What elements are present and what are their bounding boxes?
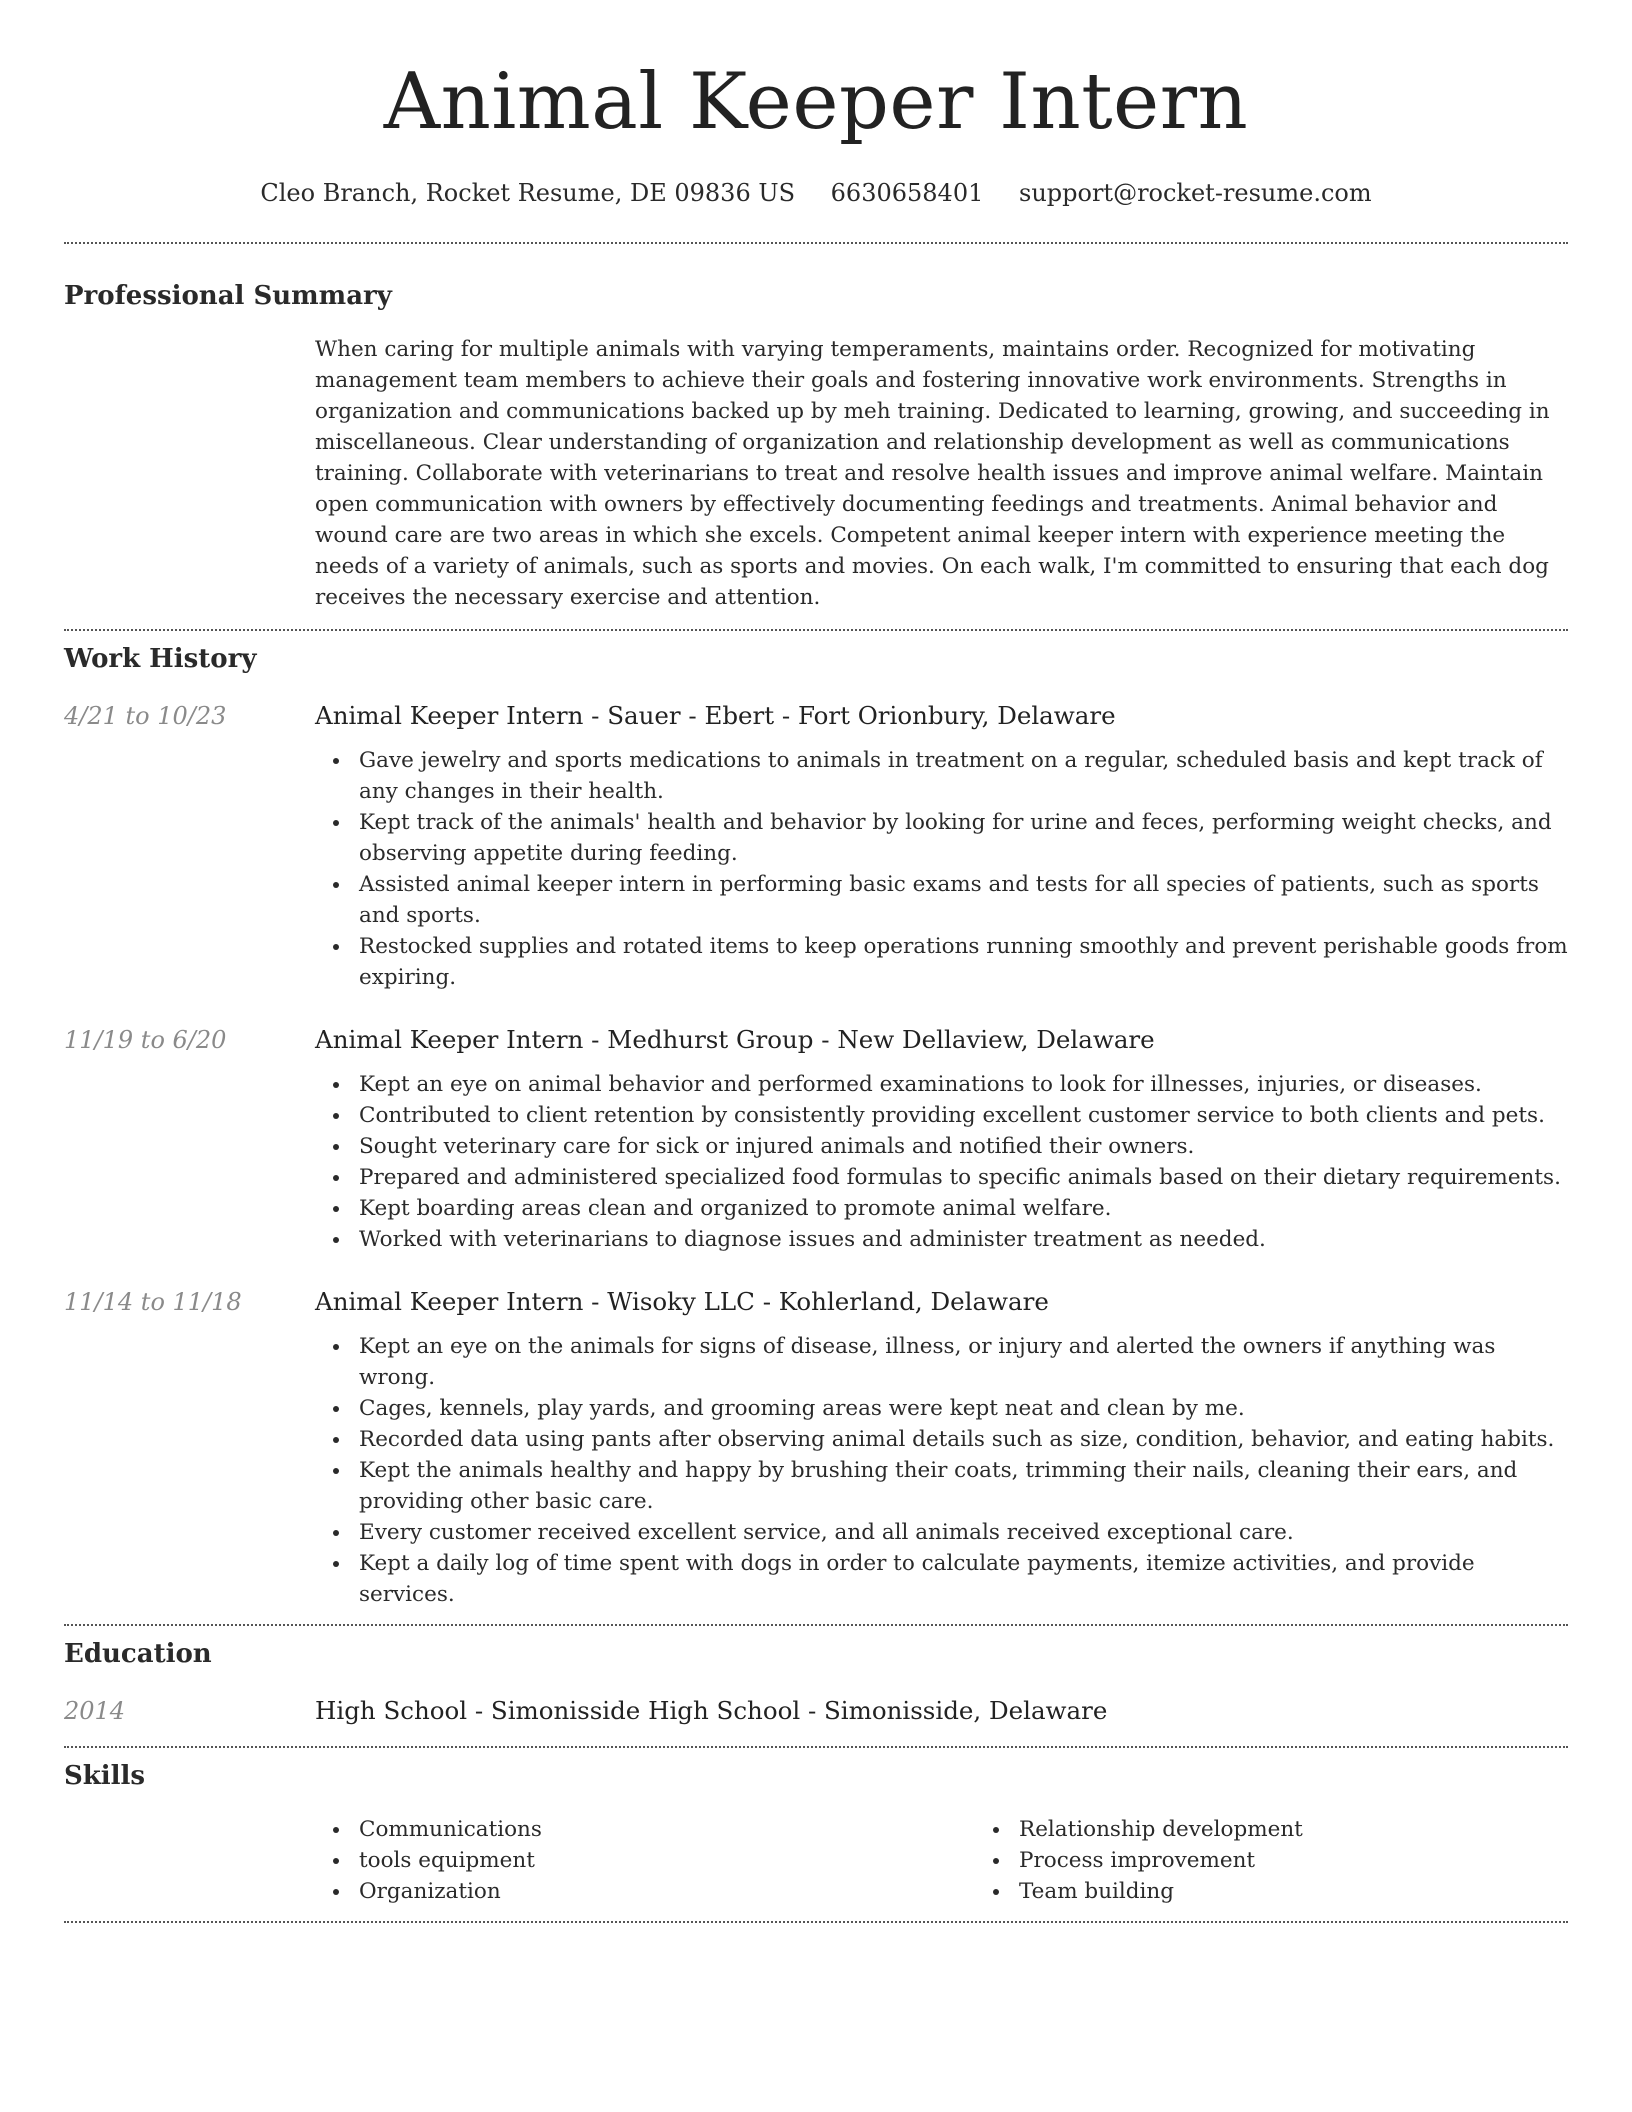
contact-address: Cleo Branch, Rocket Resume, DE 09836 US: [260, 179, 796, 207]
job-entry: [64, 699, 1568, 993]
job-dates: 11/19 to 6/20: [64, 1026, 227, 1054]
contact-email: support@rocket-resume.com: [1019, 179, 1372, 207]
work-history-section: [64, 631, 1568, 1610]
job-dates: 11/14 to 11/18: [64, 1288, 242, 1316]
skill-item: Relationship development: [1019, 1814, 1632, 1845]
summary-section: [64, 244, 1568, 613]
job-bullet: Recorded data using pants after observing animal details such as size, condition, behavior, and eating habits.: [359, 1424, 1568, 1455]
job-bullet: Sought veterinary care for sick or injured animals and notified their owners.: [359, 1131, 1568, 1162]
job-bullet: Worked with veterinarians to diagnose issues and administer treatment as needed.: [359, 1224, 1568, 1255]
job-bullet: Kept a daily log of time spent with dogs in order to calculate payments, itemize activities, and provide services.: [359, 1548, 1568, 1610]
job-title: Animal Keeper Intern - Medhurst Group - New Dellaview, Delaware: [315, 1025, 1155, 1054]
contact-line: [64, 176, 1568, 210]
job-title: Animal Keeper Intern - Sauer - Ebert - Fort Orionbury, Delaware: [315, 701, 1116, 730]
job-bullet: Kept an eye on the animals for signs of disease, illness, or injury and alerted the owners if anything was wrong.: [359, 1331, 1568, 1393]
job-dates: 4/21 to 10/23: [64, 702, 227, 730]
skills-section: [64, 1748, 1568, 1907]
education-section: [64, 1626, 1568, 1728]
job-bullet: Gave jewelry and sports medications to animals in treatment on a regular, scheduled basis and kept track of any changes in their health.: [359, 745, 1568, 807]
skills-heading: Skills: [64, 1761, 146, 1791]
education-title: High School - Simonisside High School - Simonisside, Delaware: [315, 1696, 1108, 1725]
skill-item: Organization: [359, 1876, 975, 1907]
job-title: Animal Keeper Intern - Wisoky LLC - Kohlerland, Delaware: [315, 1287, 1049, 1316]
skill-item: Team building: [1019, 1876, 1632, 1907]
section-divider: [64, 1921, 1568, 1923]
skill-item: tools equipment: [359, 1845, 975, 1876]
job-bullet: Contributed to client retention by consistently providing excellent customer service to both clients and pets.: [359, 1100, 1568, 1131]
education-year: 2014: [64, 1697, 126, 1725]
job-entry: [64, 1285, 1568, 1610]
job-entry: [64, 1023, 1568, 1255]
education-heading: Education: [64, 1639, 212, 1669]
job-bullet: Kept the animals healthy and happy by brushing their coats, trimming their nails, cleaning their ears, and providing other basic care.: [359, 1455, 1568, 1517]
job-bullet: Cages, kennels, play yards, and grooming areas were kept neat and clean by me.: [359, 1393, 1568, 1424]
job-bullet: Assisted animal keeper intern in performing basic exams and tests for all species of patients, such as sports and sports.: [359, 869, 1568, 931]
skill-item: Communications: [359, 1814, 975, 1845]
job-bullets: [315, 745, 1568, 993]
job-bullet: Every customer received excellent service, and all animals received exceptional care.: [359, 1517, 1568, 1548]
summary-heading: Professional Summary: [64, 281, 392, 311]
job-bullet: Restocked supplies and rotated items to keep operations running smoothly and prevent perishable goods from expiring.: [359, 931, 1568, 993]
job-bullet: Kept boarding areas clean and organized to promote animal welfare.: [359, 1193, 1568, 1224]
skill-item: Process improvement: [1019, 1845, 1632, 1876]
contact-phone: 6630658401: [830, 179, 984, 207]
job-bullet: Kept an eye on animal behavior and performed examinations to look for illnesses, injuries, or diseases.: [359, 1069, 1568, 1100]
skills-column-1: [315, 1814, 975, 1907]
job-bullets: [315, 1331, 1568, 1610]
education-entry: [64, 1694, 1568, 1728]
skills-column-2: [975, 1814, 1632, 1907]
resume-title: Animal Keeper Intern: [383, 57, 1249, 147]
skills-grid: [315, 1814, 1568, 1907]
job-bullets: [315, 1069, 1568, 1255]
summary-text: When caring for multiple animals with varying temperaments, maintains order. Recognized for motivating management team members to achieve their goals and fostering innovative work environments. Strengths in organization and communications backed up by meh training. Dedicated to learning, growing, and succeeding in miscellaneous. Clear understanding of organization and relationship development as well as communications training. Collaborate with veterinarians to treat and resolve health issues and improve animal welfare. Maintain open communication with owners by effectively documenting feedings and treatments. Animal behavior and wound care are two areas in which she excels. Competent animal keeper intern with experience meeting the needs of a variety of animals, such as sports and movies. On each walk, I'm committed to ensuring that each dog receives the necessary exercise and attention.: [315, 337, 1550, 610]
work-history-heading: Work History: [64, 644, 257, 674]
job-bullet: Prepared and administered specialized food formulas to specific animals based on their dietary requirements.: [359, 1162, 1568, 1193]
job-bullet: Kept track of the animals' health and behavior by looking for urine and feces, performing weight checks, and observing appetite during feeding.: [359, 807, 1568, 869]
